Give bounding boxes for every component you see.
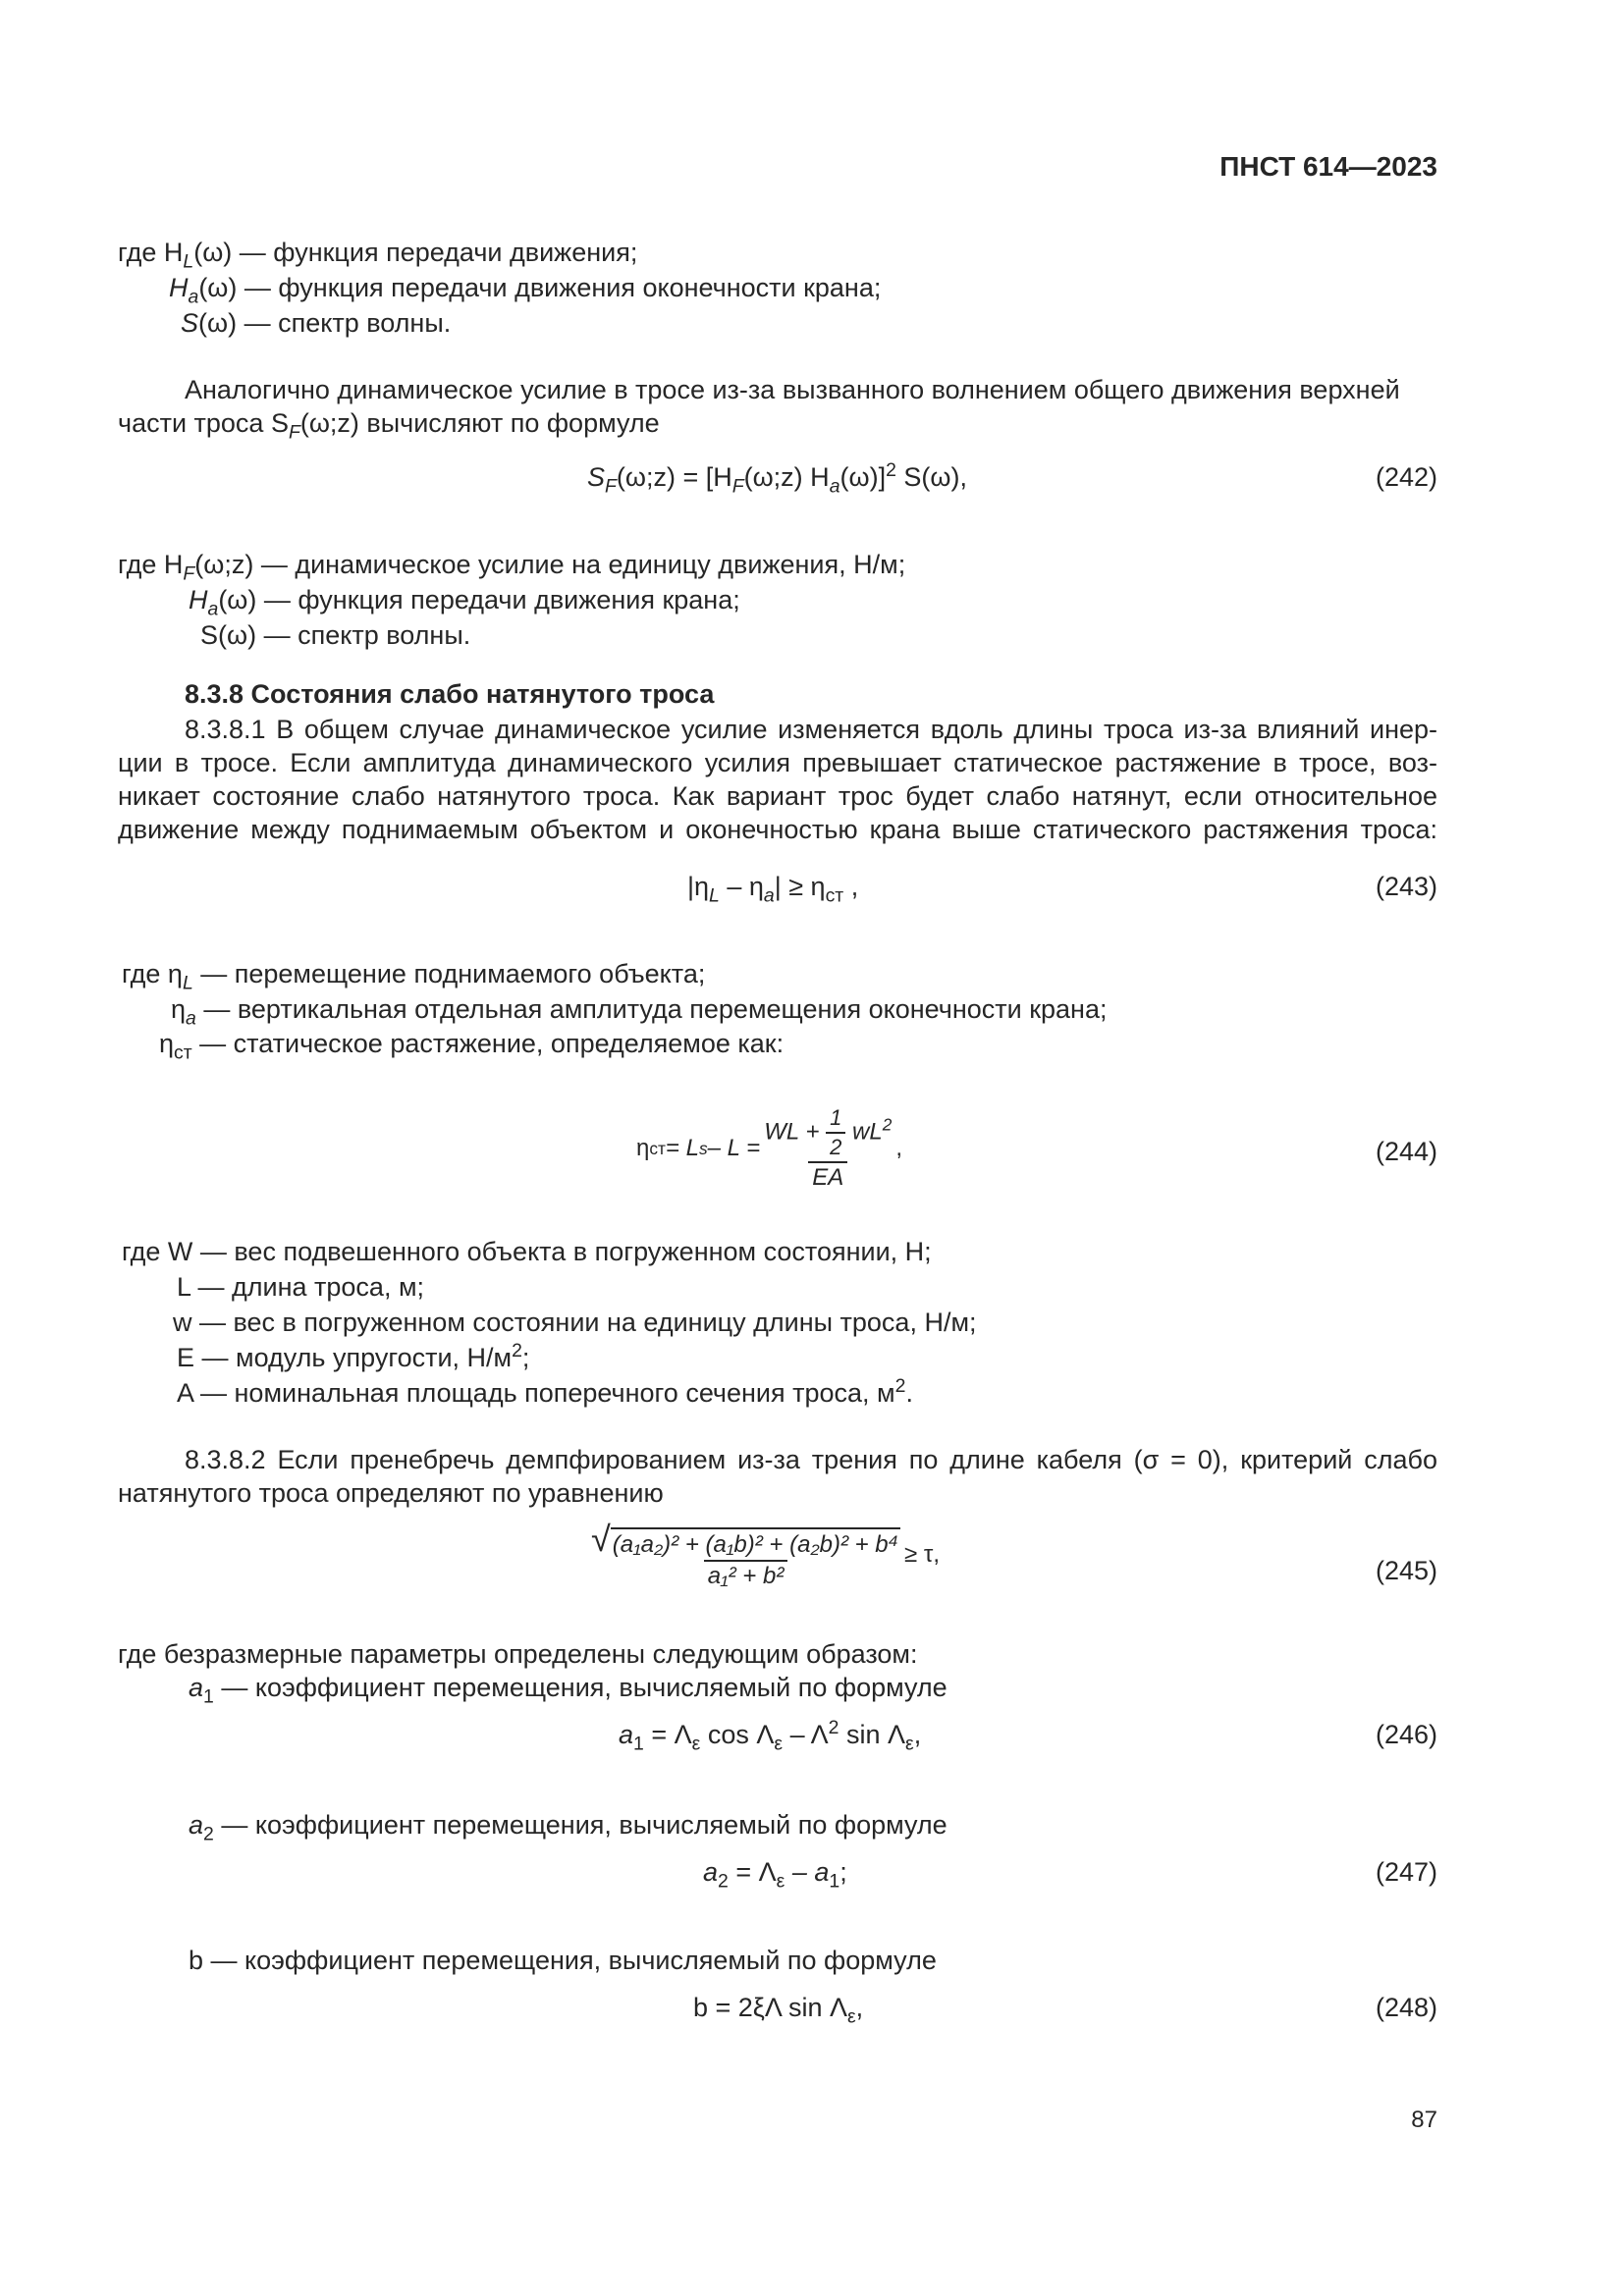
equation-245: √ (a₁a₂)² + (a₁b)² + (a₂b)² + b⁴ a₁² + b² ≥ τ, bbox=[587, 1522, 940, 1588]
equation-248: b = 2ξΛ $\sin \Lambda_\varepsilon$, bbox=[693, 1993, 864, 2028]
legend-line-etaa: $\eta_a$ — вертикальная отдельная амплитуда перемещения оконечности крана; bbox=[171, 994, 1108, 1030]
equation-number-245: (245) bbox=[1375, 1556, 1437, 1585]
equation-number-246: (246) bbox=[1375, 1720, 1437, 1749]
paragraph-line: Аналогично динамическое усилие в тросе из-за вызванного волнением общего движения верхней bbox=[185, 375, 1400, 404]
equation-number-242: (242) bbox=[1375, 462, 1437, 492]
paragraph-line: 8.3.8.1 В общем случае динамическое усилие изменяется вдоль длины троса из-за влияний инер- bbox=[185, 715, 1437, 744]
document-code: ПНСТ 614—2023 bbox=[1219, 151, 1437, 182]
legend-line-S: S(ω) — спектр волны. bbox=[200, 620, 471, 650]
legend-line-A: A — номинальная площадь поперечного сечения троса, $м^2$. bbox=[177, 1375, 913, 1408]
legend-line-etast: $\eta_{ст}$ — статическое растяжение, определяемое как: bbox=[159, 1029, 785, 1064]
equation-246: $a_1 = \Lambda_\varepsilon$ $\cos \Lambda_\varepsilon - \Lambda^2$ $\sin \Lambda_\varepsilon$, bbox=[619, 1717, 922, 1755]
paragraph-line: ции в тросе. Если амплитуда динамического усилия превышает статическое растяжение в тросе, воз- bbox=[118, 748, 1437, 777]
legend-line-etaL: где $\eta_L$ — перемещение поднимаемого объекта; bbox=[122, 959, 706, 994]
equation-243: $|\eta_L - \eta_a| \ge \eta_{ст}$ , bbox=[687, 872, 859, 907]
paragraph-line: движение между поднимаемым объектом и оконечностью крана выше статического растяжения троса: bbox=[118, 815, 1437, 844]
paragraph-line: 8.3.8.2 Если пренебречь демпфированием из-за трения по длине кабеля (σ = 0), критерий слабо bbox=[185, 1445, 1437, 1474]
legend-line-L: L — длина троса, м; bbox=[177, 1272, 425, 1302]
legend-line-W: где W — вес подвешенного объекта в погруженном состоянии, Н; bbox=[122, 1237, 932, 1266]
equation-number-247: (247) bbox=[1375, 1857, 1437, 1887]
paragraph-line: никает состояние слабо натянутого троса. Как вариант трос будет слабо натянут, если относительное bbox=[118, 781, 1437, 811]
page-number: 87 bbox=[1411, 2107, 1437, 2133]
legend-line-Ha: $H_a(\omega)$ — функция передачи движения крана; bbox=[189, 585, 740, 620]
legend-line-a2: $a_2$ — коэффициент перемещения, вычисляемый по формуле bbox=[189, 1810, 947, 1845]
section-title: 8.3.8 Состояния слабо натянутого троса bbox=[185, 679, 715, 709]
legend-line-a1: $a_1$ — коэффициент перемещения, вычисляемый по формуле bbox=[189, 1673, 947, 1708]
legend-line-S: S(ω) — спектр волны. bbox=[181, 308, 452, 338]
legend-line-HF: где $H_F(\omega;z)$ — динамическое усилие на единицу движения, Н/м; bbox=[118, 550, 906, 585]
paragraph-line: части троса $S_F(\omega;z)$ вычисляют по формуле bbox=[118, 408, 660, 444]
sqrt-sign: √ bbox=[591, 1519, 611, 1559]
equation-number-243: (243) bbox=[1375, 872, 1437, 901]
legend-line-w: w — вес в погруженном состоянии на единицу длины троса, Н/м; bbox=[173, 1308, 977, 1337]
equation-242: $S_F(\omega;z)$ = [$H_F(\omega;z)$ $H_a(\omega)]^2$ S(ω), bbox=[587, 459, 967, 498]
legend-line-E: E — модуль упругости, $Н/м^2$; bbox=[177, 1340, 530, 1372]
fraction: WL + $\frac{1}{2}$ $wL^2$ EA bbox=[764, 1105, 893, 1191]
equation-247: $a_2 = \Lambda_\varepsilon - a_1$; bbox=[703, 1857, 847, 1893]
legend-line-HL: где $H_L(\omega)$ — функция передачи движения; bbox=[118, 238, 638, 273]
legend-line-b: b — коэффициент перемещения, вычисляемый по формуле bbox=[189, 1946, 937, 1975]
equation-number-248: (248) bbox=[1375, 1993, 1437, 2022]
equation-number-244: (244) bbox=[1375, 1137, 1437, 1166]
legend-line-Ha: $H_a(\omega)$ — функция передачи движения оконечности крана; bbox=[169, 273, 882, 308]
paragraph-line: натянутого троса определяют по уравнению bbox=[118, 1478, 664, 1508]
paragraph-line: где безразмерные параметры определены следующим образом: bbox=[118, 1639, 918, 1669]
equation-244: η ст = L s – L = WL + $\frac{1}{2}$ $wL^2$ EA , bbox=[636, 1105, 903, 1191]
fraction: √ (a₁a₂)² + (a₁b)² + (a₂b)² + b⁴ a₁² + b² bbox=[591, 1519, 899, 1589]
